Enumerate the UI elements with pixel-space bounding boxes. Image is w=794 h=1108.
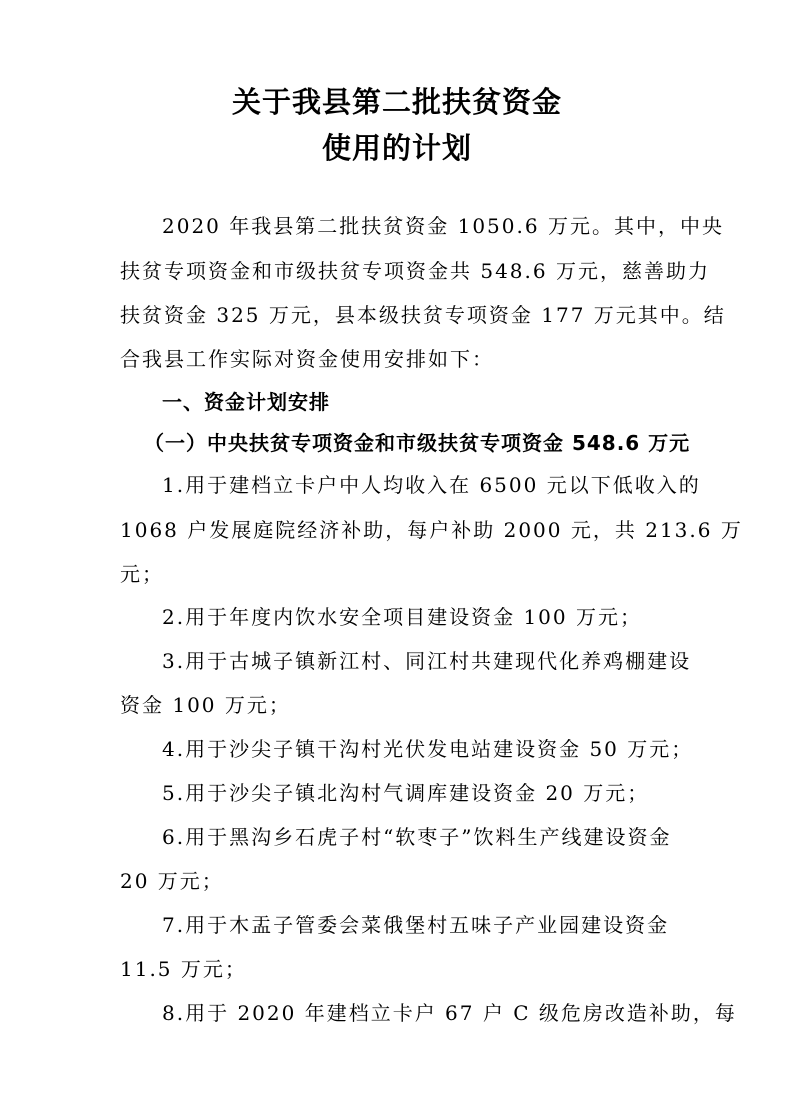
intro-line-1: 2020 年我县第二批扶贫资金 1050.6 万元。其中，中央 bbox=[162, 214, 724, 238]
list-item-line: 元； bbox=[120, 562, 164, 586]
list-item-line: 1068 户发展庭院经济补助，每户补助 2000 元，共 213.6 万 bbox=[120, 518, 743, 542]
section-heading: 一、资金计划安排 bbox=[162, 390, 330, 414]
intro-line-2: 扶贫专项资金和市级扶贫专项资金共 548.6 万元，慈善助力 bbox=[120, 259, 710, 283]
list-item-line: 5.用于沙尖子镇北沟村气调库建设资金 20 万元； bbox=[162, 781, 650, 805]
list-item-line: 11.5 万元； bbox=[120, 957, 247, 981]
list-item-line: 8.用于 2020 年建档立卡户 67 户 C 级危房改造补助，每 bbox=[162, 1001, 737, 1025]
list-item-line: 3.用于古城子镇新江村、同江村共建现代化养鸡棚建设 bbox=[162, 649, 692, 673]
list-item-line: 2.用于年度内饮水安全项目建设资金 100 万元； bbox=[162, 605, 642, 629]
document-title-line-2: 使用的计划 bbox=[321, 131, 472, 165]
intro-line-3: 扶贫资金 325 万元，县本级扶贫专项资金 177 万元其中。结 bbox=[120, 303, 726, 327]
document-title-line-1: 关于我县第二批扶贫资金 bbox=[231, 85, 562, 119]
intro-line-4: 合我县工作实际对资金使用安排如下： bbox=[120, 347, 494, 371]
list-item-line: 1.用于建档立卡户中人均收入在 6500 元以下低收入的 bbox=[162, 473, 701, 497]
subsection-heading: （一）中央扶贫专项资金和市级扶贫专项资金 548.6 万元 bbox=[144, 431, 691, 455]
list-item-line: 资金 100 万元； bbox=[120, 693, 291, 717]
list-item-line: 7.用于木盂子管委会菜俄堡村五味子产业园建设资金 bbox=[162, 913, 670, 937]
list-item-line: 4.用于沙尖子镇干沟村光伏发电站建设资金 50 万元； bbox=[162, 737, 694, 761]
list-item-line: 6.用于黑沟乡石虎子村“软枣子”饮料生产线建设资金 bbox=[162, 825, 672, 849]
list-item-line: 20 万元； bbox=[120, 869, 224, 893]
